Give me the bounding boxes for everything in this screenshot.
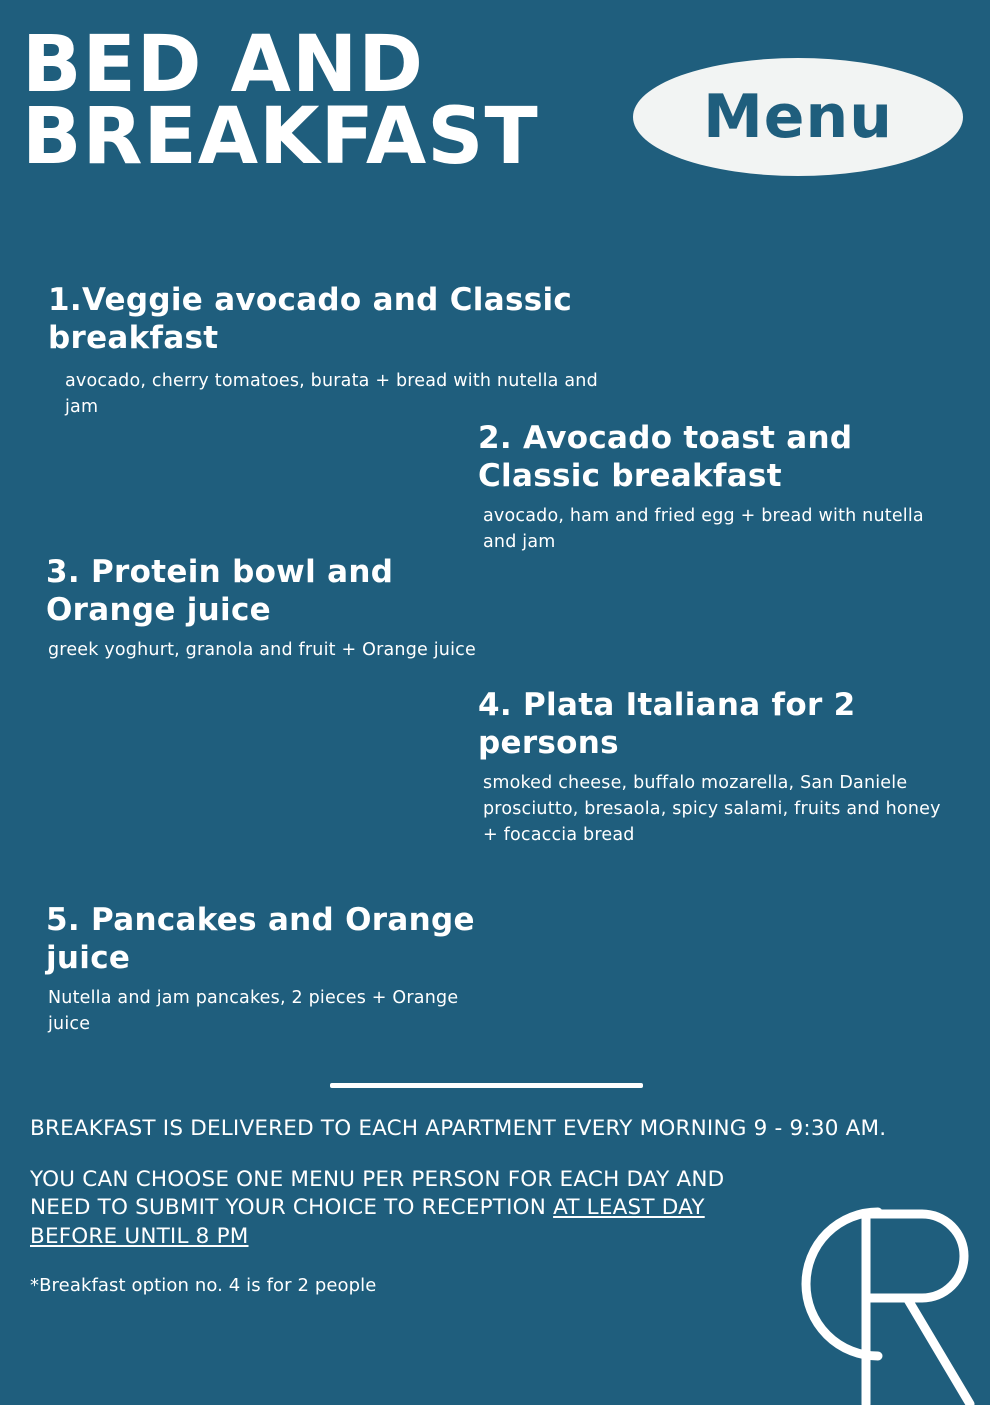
title-line-2: BREAKFAST xyxy=(22,91,539,182)
menu-item-description: avocado, cherry tomatoes, burata + bread with nutella and jam xyxy=(65,370,598,417)
choice-note-plain: YOU CAN CHOOSE ONE MENU PER PERSON FOR EACH DAY AND NEED TO SUBMIT YOUR CHOICE TO RECEPTION xyxy=(30,1166,725,1221)
poster-header xyxy=(22,20,968,250)
menu-item xyxy=(46,554,496,663)
menu-item xyxy=(48,282,628,420)
menu-item-description: avocado, ham and fried egg + bread with nutella and jam xyxy=(483,505,924,552)
cr-logo xyxy=(770,1190,980,1405)
title-line-1: BED AND xyxy=(22,20,425,110)
choice-note xyxy=(30,1166,790,1252)
menu-badge xyxy=(633,58,963,176)
menu-item-title: 5. Pancakes and Orange juice xyxy=(46,902,475,976)
menu-item-title: 1.Veggie avocado and Classic breakfast xyxy=(48,282,573,356)
menu-badge-label: Menu xyxy=(703,82,893,152)
menu-item-description: greek yoghurt, granola and fruit + Orange juice xyxy=(48,639,476,660)
menu-item-description: Nutella and jam pancakes, 2 pieces + Orange juice xyxy=(48,987,459,1034)
menu-item-title: 2. Avocado toast and Classic breakfast xyxy=(478,420,853,494)
page-title xyxy=(22,20,662,182)
menu-item xyxy=(46,902,476,1037)
section-divider xyxy=(330,1083,643,1088)
menu-items-list xyxy=(0,272,990,1082)
cr-logo-icon xyxy=(770,1190,980,1405)
menu-item-title: 4. Plata Italiana for 2 persons xyxy=(478,687,856,761)
menu-item-title: 3. Protein bowl and Orange juice xyxy=(46,554,394,628)
asterisk-note: *Breakfast option no. 4 is for 2 people xyxy=(30,1275,377,1297)
menu-item-description: smoked cheese, buffalo mozarella, San Daniele prosciutto, bresaola, spicy salami, fruits and honey + focaccia bread xyxy=(483,772,941,846)
choice-note-underlined: AT LEAST DAY BEFORE UNTIL 8 PM xyxy=(30,1195,705,1249)
menu-item xyxy=(478,687,958,848)
delivery-note: BREAKFAST IS DELIVERED TO EACH APARTMENT EVERY MORNING 9 - 9:30 AM. xyxy=(30,1116,887,1141)
menu-item xyxy=(478,420,948,555)
